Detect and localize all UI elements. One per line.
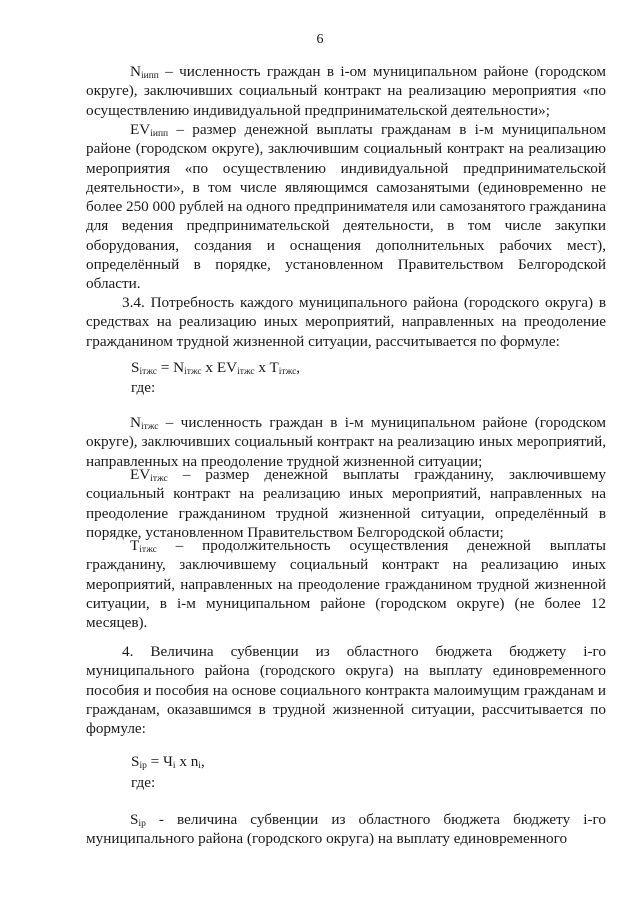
text-run: – численность граждан в i-м муниципальном районе (городском округе), заключивших социальный контракт на реализацию иных мероприятий, направленных на преодоление трудной жизненной ситуации;: [86, 414, 606, 470]
text-run: EV: [130, 466, 151, 483]
text-run: 4. Величина субвенции из областного бюджета бюджету i-го муниципального района (городского округа) на выплату единовременного пособия и пособия на основе социального контракта малоимущим гражданам и гражданам, оказавшимся в трудной жизненной ситуации, рассчитывается по формуле:: [86, 643, 606, 738]
subscript-index: iтжс: [237, 367, 255, 377]
text-run: 3.4. Потребность каждого муниципального района (городского округа) в средствах на реализацию иных мероприятий, направленных на преодоление гражданином трудной жизненной ситуации, рассчитывается по формуле:: [86, 294, 606, 350]
text-run: x T: [254, 359, 279, 376]
subscript-index: iтжс: [150, 474, 168, 484]
text-run: N: [130, 63, 141, 80]
section-3-4: [86, 293, 606, 351]
subscript-index: iипп: [140, 71, 159, 81]
text-run: – размер денежной выплаты гражданину, заключившему социальный контракт на реализацию иных мероприятий, направленных на преодоление гражданином трудной жизненной ситуации, определённый в порядке, установленном Правительством Белгородской области;: [86, 466, 606, 541]
text-run: S: [130, 811, 139, 828]
text-run: x n: [175, 753, 199, 770]
paragraph: [86, 642, 606, 738]
subscript-index: i: [172, 761, 176, 771]
subscript-index: i: [198, 761, 201, 771]
definition-s-ip: [86, 810, 606, 849]
paragraph: [86, 413, 606, 471]
formula-where-label: где:: [131, 774, 156, 791]
paragraph: [86, 465, 606, 542]
formula-s-itzhs: [131, 358, 300, 377]
text-run: = Ч: [146, 753, 173, 770]
paragraph: [86, 293, 606, 351]
page-number: 6: [316, 32, 324, 47]
subscript-index: iипп: [150, 129, 169, 139]
text-run: – численность граждан в i-ом муниципальном районе (городском округе), заключивших социальный контракт на реализацию мероприятия «по осуществлению индивидуальной предпринимательской деятельности»;: [86, 63, 606, 119]
text-run: ,: [296, 359, 301, 376]
text-run: S: [131, 359, 140, 376]
text-run: - величина субвенции из областного бюджета бюджету i-го муниципального района (городского округа) на выплату единовременного: [86, 811, 606, 848]
subscript-index: ip: [138, 819, 146, 829]
paragraph: [86, 810, 606, 849]
definition-ev-itzhs: [86, 465, 606, 542]
paragraph: [86, 62, 606, 120]
formula-where-label: где:: [131, 379, 156, 396]
subscript-index: iтжс: [139, 367, 157, 377]
definition-n-ipp: [86, 62, 606, 120]
subscript-index: iтжс: [139, 545, 157, 555]
text-run: EV: [130, 121, 151, 138]
definition-t-itzhs: [86, 536, 606, 632]
definition-ev-ipp: [86, 120, 606, 294]
text-run: – продолжительность осуществления денежной выплаты гражданину, заключившему социальный контракт на реализацию иных мероприятий, направленных на преодоление гражданином трудной жизненной ситуации, в i-м муниципальном районе (городском округе) (не более 12 месяцев).: [86, 537, 606, 632]
subscript-index: iтжс: [184, 367, 202, 377]
text-run: S: [131, 753, 140, 770]
text-run: – размер денежной выплаты гражданам в i-м муниципальном районе (городском округе), заключившим социальный контракт на реализацию мероприятия «по осуществлению индивидуальной предпринимательской деятельности», в том числе являющимся самозанятыми (единовременно не более 250 000 рублей на одного предпринимателя или самозанятого гражданина для ведения предпринимательской деятельности, в том числе закупки оборудования, создания и оснащения дополнительных рабочих мест), определённый в порядке, установленном Правительством Белгородской области.: [86, 121, 606, 293]
subscript-index: ip: [139, 761, 147, 771]
text-run: = N: [156, 359, 185, 376]
formula-s-ip: [131, 752, 205, 771]
subscript-index: iтжс: [278, 367, 297, 377]
paragraph: [86, 536, 606, 632]
section-4: [86, 642, 606, 738]
paragraph: [86, 120, 606, 294]
text-run: x EV: [201, 359, 238, 376]
definition-n-itzhs: [86, 413, 606, 471]
text-run: ,: [200, 753, 205, 770]
subscript-index: iтжс: [140, 422, 159, 432]
text-run: T: [130, 537, 140, 554]
text-run: N: [130, 414, 141, 431]
